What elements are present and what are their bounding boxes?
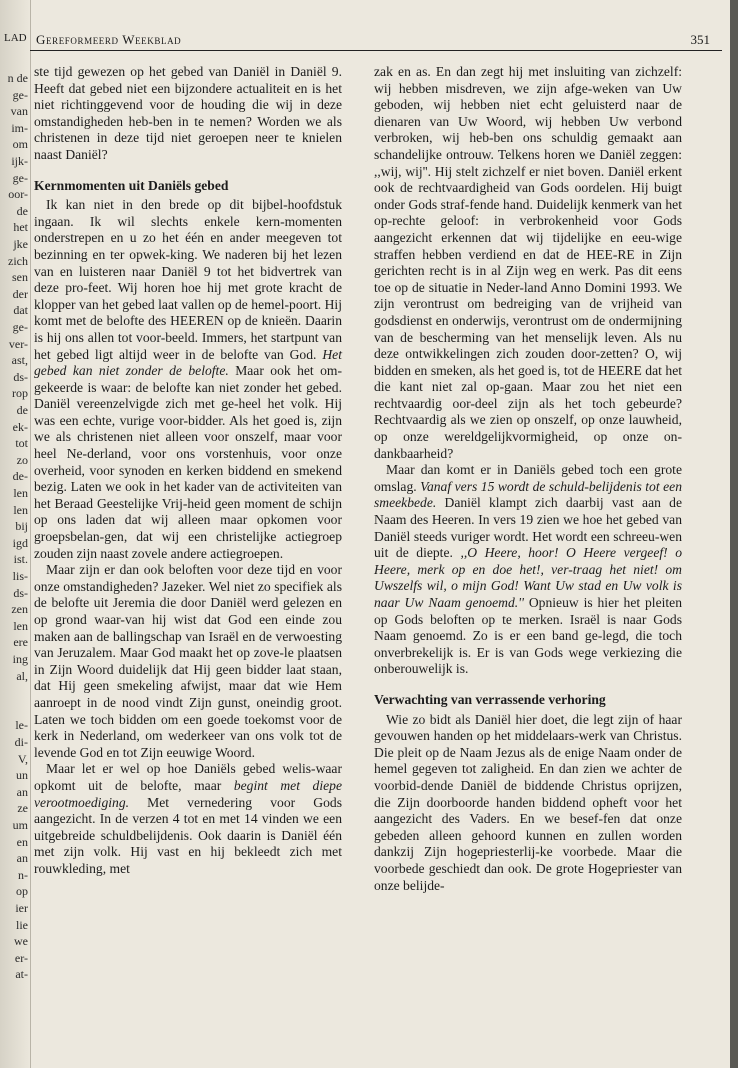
running-header — [4, 28, 722, 51]
text-run: Maar ook het om-gekeerde is waar: de belofte kan niet zonder het gebed. Daniël vereenzelvigde zich met ge-heel het volk. Hij was een echte, vurige voor-bidder. Als het goed is, zijn we als christenen niet alleen voor onszelf, maar voor heel Ne-derland, voor ons vorstenhuis, voor onze overheid, voor synoden en kerken biddend en smekend bezig. Laten we ook in het kader van de activiteiten van het Beraad Geestelijke Vrij-heid geen moment de schijn op ons laden dat wij alleen maar opkomen voor groepsbelan-gen, dat wij een christelijke actiegroep zouden zijn naast zovele andere actiegroepen. — [34, 363, 343, 561]
text-run: Maar dan komt er in Daniëls gebed toch een grote omslag. — [374, 462, 682, 494]
spine-word-fragment: at- — [15, 967, 28, 982]
italic-emphasis: Het gebed kan niet zonder de belofte. — [34, 346, 342, 379]
spine-word-fragment: ds- — [13, 585, 28, 600]
spine-word-fragment: bij — [15, 519, 28, 534]
spine-word-fragment: om — [12, 137, 28, 152]
paragraph — [374, 462, 682, 678]
spine-word-fragment: we — [14, 934, 28, 949]
spine-word-fragment: V, — [17, 751, 28, 766]
spine-word-fragment: ek- — [12, 419, 28, 434]
spine-word-fragment: der — [12, 286, 28, 301]
paragraph: zak en as. En dan zegt hij met insluiting van zichzelf: wij hebben misdreven, we zijn afge-weken van Uw geboden, wij hebben niet echt geluisterd naar de dienaren van Uw Woord, wij hebben Uw verbond verbroken, wij heb-ben ons schuldig gemaakt aan schandelijke ontrouw. Telkens horen we Daniël zeggen: ,,wij, wij''. Hij stelt zichzelf er niet boven. Daniël erkent ook de rechtvaardigheid van Gods oordelen. Hij buigt onder Gods straf-fende hand. Duidelijk kenmerk van het op-rechte geloof: in verbrokenheid voor Gods aangezicht erkennen dat wij tijdelijke en eeu-wige straffen hebben verdiend en dat de HEE-RE in Zijn gerichten recht is in al Zijn weg en werk. Pas dit eens toe op de situatie in Neder-land Anno Domini 1993. We zijn verontrust om bedreiging van de vrijheid van godsdienst en onderwijs, verontrust om de ondermijning van de bescherming van het menselijk leven. Als nu deze ontwikkelingen zich zouden door-zetten? O, wij bidden en smeken, als het goed is, tot de HEERE dat het die kant niet zal op-gaan. Maar zou het niet een rechtvaardig oor-deel zijn als het toch gebeurde? Rechtvaardig als we zien op onszelf, op onze lauwheid, op onze wereldgelijkvormigheid, op onze on-dankbaarheid? — [374, 64, 682, 461]
spine-word-fragment: n- — [18, 867, 28, 882]
spine-word-fragment: en — [16, 834, 28, 849]
spine-word-fragment: ge- — [12, 87, 28, 102]
spine-word-fragment: igd — [12, 535, 28, 550]
spine-word-fragment: len — [13, 618, 28, 633]
spine-word-fragment: um — [12, 818, 28, 832]
paragraph — [34, 761, 342, 877]
spine-word-fragment: al, — [16, 668, 28, 683]
spine-word-fragment: ast, — [11, 353, 28, 368]
previous-page-edge — [0, 0, 31, 1068]
spine-word-fragment: lis- — [12, 569, 28, 583]
spine-word-fragment: ds- — [13, 369, 28, 384]
publication-title: Gereformeerd Weekblad — [36, 32, 182, 47]
spine-word-fragment: de — [16, 203, 28, 218]
spine-word-fragment: ge- — [12, 170, 28, 185]
paragraph: Wie zo bidt als Daniël hier doet, die legt zijn of haar gevouwen handen op het middelaars-werk van Christus. Die pleit op de Naam Jezus als de enige Naam onder de hemel gegeven tot zaligheid. En dan zien we achter de voorbid-dende Daniël de biddende Christus oprijzen, die Zijn doorboorde handen biddend opheft voor het aangezicht des Vaders. En we besef-fen dat onze gebeden alleen gehoord kunnen en zullen worden dankzij Zijn hogepriesterlij-ke voorbede. Maar die voorbede geschiedt dan ook. De grote Hogepriester van onze belijde- — [374, 711, 682, 893]
spine-word-fragment: len — [13, 486, 28, 500]
text-run: Met vernedering voor Gods aangezicht. In de verzen 4 tot en met 14 vinden we een uitgebreide schuldbelijdenis. Ook daarin is Daniël één met zijn volk. Hij vast en hij bekleedt zich met rouwkleding, met — [34, 794, 342, 876]
italic-quote: ,,O Heere, hoor! O Heere vergeef! o Heere, merk op en doe het!, ver-traag het niet! om Uwszelfs wil, o mijn God! Want Uw stad en Uw volk is naar Uw Naam genoemd.'' — [374, 545, 682, 610]
spine-word-fragment: len — [13, 502, 28, 517]
spine-word-fragment: sen — [12, 270, 28, 285]
spine-word-fragment: un — [16, 768, 28, 783]
section-heading-kernmomenten: Kernmomenten uit Daniëls gebed — [34, 177, 229, 193]
section-heading-verwachting: Verwachting van verrassende verhoring — [374, 691, 606, 707]
spine-word-fragment: rop — [12, 386, 28, 401]
left-column — [34, 64, 342, 878]
spine-word-fragment: ijk- — [11, 154, 28, 168]
spine-word-fragment: an — [16, 851, 28, 866]
spine-word-fragment: n de — [7, 71, 28, 85]
spine-word-fragment: ier — [15, 901, 28, 915]
spine-word-fragment: ver- — [8, 336, 28, 351]
spine-word-fragment: tot — [15, 436, 28, 451]
spine-word-fragment: ge- — [12, 320, 28, 334]
italic-emphasis: Vanaf vers 15 wordt de schuld-belijdenis tot een smeekbede. — [374, 478, 682, 511]
spine-word-fragment: dat — [13, 303, 28, 318]
italic-emphasis: begint met diepe verootmoediging. — [34, 777, 342, 810]
text-run: Maar let er wel op hoe Daniëls gebed welis-waar opkomt uit de belofte, maar — [34, 761, 342, 793]
spine-word-fragment: le- — [15, 718, 28, 733]
spine-word-fragment: oor- — [8, 187, 28, 202]
spine-word-fragment: op — [16, 884, 28, 899]
header-fragment: LAD — [4, 32, 27, 44]
spine-word-fragment: van — [10, 104, 28, 119]
spine-word-fragment: de- — [12, 469, 28, 484]
text-run: Daniël klampt zich daarbij vast aan de Naam des Heeren. In vers 19 zien we hoe het gebed van Daniël steeds vuriger wordt. Het wordt een schreeu-wen uit de diepte. — [374, 495, 682, 561]
text-run: Ik kan niet in den brede op dit bijbel-hoofdstuk ingaan. Ik wil slechts enkele kern-momenten onderstrepen en u zo het één en ander meegeven tot bezinning en ter opwek-king. We naderen bij het lezen van en luisteren naar Daniël 9 tot het bidvertrek van deze pro-feet. Wij horen hoe hij met grote kracht de klopper van het gebed laat vallen op de hemel-poort. Hij komt met de belofte des HEEREN op de knieën. Daarin is hij ons allen tot voor-beeld. Immers, het startpunt van het gebed ligt altijd weer in de belofte van God. — [34, 197, 342, 362]
spine-word-fragment: ist. — [13, 552, 28, 567]
spine-word-fragment: de — [16, 403, 28, 417]
spine-word-fragment: ere — [13, 635, 28, 650]
scan-edge — [730, 0, 738, 1068]
spine-word-fragment: zich — [8, 253, 28, 268]
spine-word-fragment: an — [16, 784, 28, 799]
spine-word-fragment: zo — [16, 452, 28, 467]
spine-word-fragment: er- — [14, 950, 28, 965]
page-number: 351 — [690, 32, 710, 47]
spine-word-fragment: zen — [11, 602, 28, 617]
spine-word-fragment: jke — [13, 237, 28, 251]
spine-word-fragment: het — [13, 220, 28, 235]
spine-word-fragment: lie — [16, 917, 28, 932]
spine-word-fragment: ing — [12, 652, 28, 666]
spine-word-fragment: di- — [14, 735, 28, 749]
intro-paragraph: ste tijd gewezen op het gebed van Daniël in Daniël 9. Heeft dat gebed niet een bijzondere actualiteit en is het niet richtinggevend voor de houding die wij in deze omstandigheden heb-ben in te nemen? Worden we als christenen in deze tijd niet geroepen neer te knielen naast Daniël? — [34, 64, 342, 162]
paragraph: Maar zijn er dan ook beloften voor deze tijd en voor onze omstandigheden? Jazeker. Wel niet zo specifiek als de belofte uit Jeremia die door Daniël werd gelezen en op grond waar-van hij wist dat God een einde zou maken aan de ballingschap van Israël en de verwoesting van Jeruzalem. Maar God maakt het op zove-le plaatsen in Zijn Woord duidelijk dat Hij geen bidder laat staan, dat Hij geen smekeling afwijst, maar dat wie Hem aanroept in de nood vindt Zijn gunst, oneindig groot. Laten we toch bidden om een goede toekomst voor de kerk in Nederland, om wederkeer van ons volk tot de levende God en tot Zijn eeuwige Woord. — [34, 562, 342, 760]
spine-word-fragment: im- — [11, 120, 28, 135]
spine-word-fragment: ze — [17, 801, 28, 816]
paragraph — [34, 197, 342, 562]
right-column — [374, 64, 682, 894]
text-run: Opnieuw is hier het pleiten op Gods beloften op te merken. Israël is naar Gods Naam genoemd. Zo is er een band ge-legd, die toch onverbrekelijk is. Er is van Gods wege verkiezing die onberouwelijk is. — [374, 595, 683, 677]
